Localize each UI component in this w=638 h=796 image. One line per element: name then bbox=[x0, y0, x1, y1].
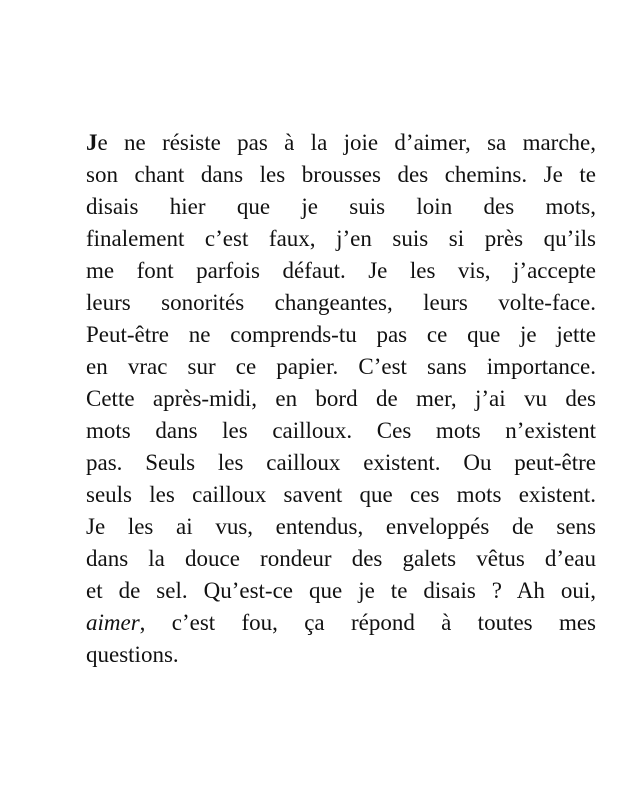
text-line-16-rest: , c’est fou, ça répond à toutes mes bbox=[139, 610, 596, 635]
text-line-13: Je les ai vus, entendus, enveloppés de sens bbox=[86, 514, 596, 539]
text-line-17: questions. bbox=[86, 642, 179, 667]
text-line-14: dans la douce rondeur des galets vêtus d’eau bbox=[86, 546, 596, 571]
text-line-9: Cette après-midi, en bord de mer, j’ai vu des bbox=[86, 386, 596, 411]
text-line-3: disais hier que je suis loin des mots, bbox=[86, 194, 596, 219]
prose-paragraph bbox=[86, 127, 596, 671]
text-line-5: me font parfois défaut. Je les vis, j’accepte bbox=[86, 258, 596, 283]
text-line-8: en vrac sur ce papier. C’est sans importance. bbox=[86, 354, 596, 379]
text-line-4: finalement c’est faux, j’en suis si près qu’ils bbox=[86, 226, 596, 251]
text-line-2: son chant dans les brousses des chemins. Je te bbox=[86, 162, 596, 187]
initial-letter: J bbox=[86, 130, 98, 155]
text-line-1-rest: e ne résiste pas à la joie d’aimer, sa marche, bbox=[97, 130, 596, 155]
text-line-11: pas. Seuls les cailloux existent. Ou peut-être bbox=[86, 450, 596, 475]
text-line-6: leurs sonorités changeantes, leurs volte-face. bbox=[86, 290, 596, 315]
text-line-12: seuls les cailloux savent que ces mots existent. bbox=[86, 482, 596, 507]
italic-word: aimer bbox=[86, 610, 140, 635]
text-line-1 bbox=[86, 127, 596, 159]
text-line-15: et de sel. Qu’est-ce que je te disais ? Ah oui, bbox=[86, 578, 596, 603]
text-line-10: mots dans les cailloux. Ces mots n’existent bbox=[86, 418, 596, 443]
text-line-16 bbox=[86, 607, 596, 639]
text-line-7: Peut-être ne comprends-tu pas ce que je jette bbox=[86, 322, 596, 347]
